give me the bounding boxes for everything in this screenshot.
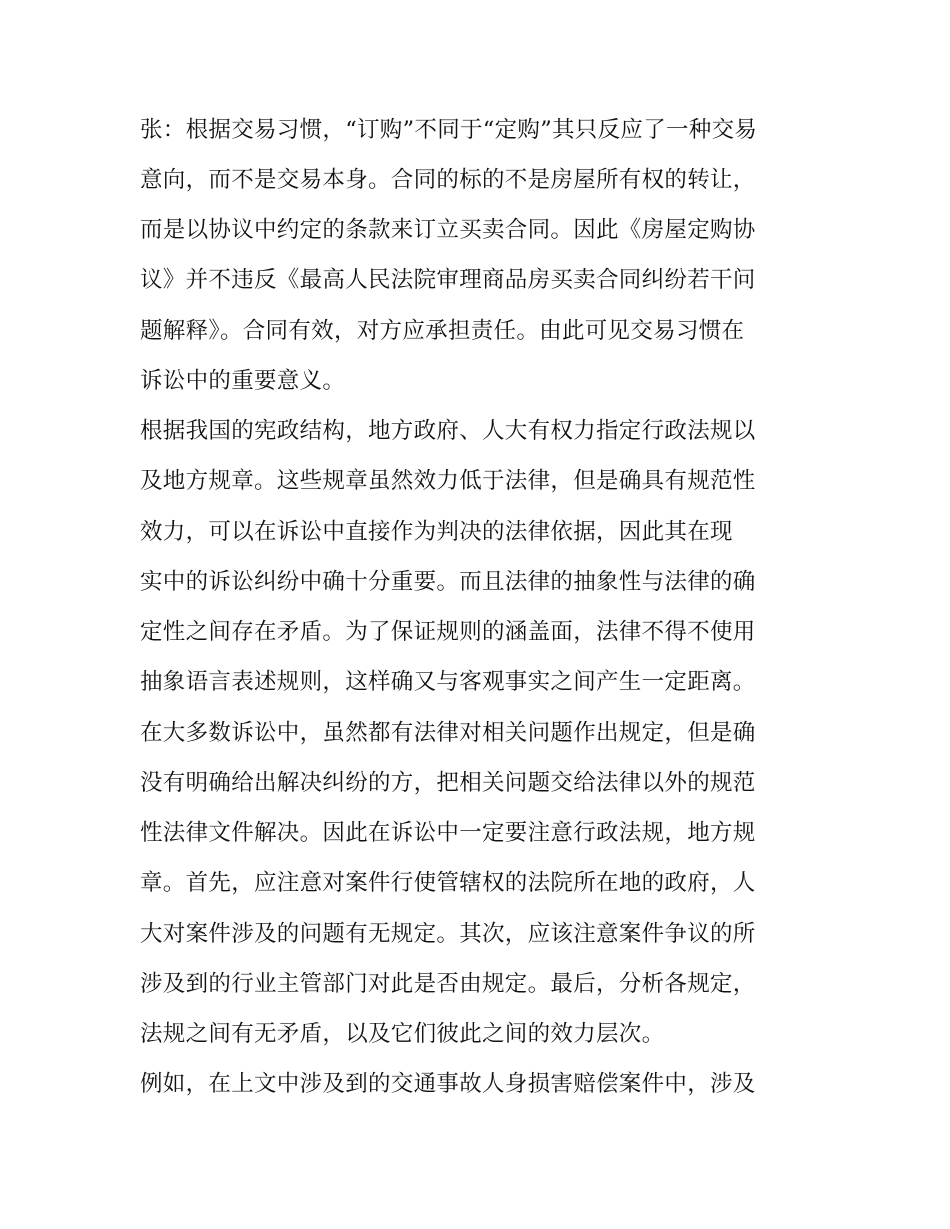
- text-line: 章。首先，应注意对案件行使管辖权的法院所在地的政府，人: [140, 870, 756, 896]
- text-line: 抽象语言表述规则，这样确又与客观事实之间产生一定距离。: [140, 669, 756, 695]
- text-line: 定性之间存在矛盾。为了保证规则的涵盖面，法律不得不使用: [140, 619, 756, 645]
- text-line: 意向，而不是交易本身。合同的标的不是房屋所有权的转让，: [140, 167, 756, 193]
- text-line: 大对案件涉及的问题有无规定。其次，应该注意案件争议的所: [140, 921, 756, 947]
- text-line: 诉讼中的重要意义。: [140, 368, 346, 394]
- text-line: 性法律文件解决。因此在诉讼中一定要注意行政法规，地方规: [140, 820, 756, 846]
- text-line: 实中的诉讼纠纷中确十分重要。而且法律的抽象性与法律的确: [140, 569, 756, 595]
- text-line: 议》并不违反《最高人民法院审理商品房买卖合同纠纷若干问: [140, 267, 756, 293]
- text-line: 而是以协议中约定的条款来订立买卖合同。因此《房屋定购协: [140, 217, 756, 243]
- text-line: 根据我国的宪政结构，地方政府、人大有权力指定行政法规以: [140, 418, 756, 444]
- text-line: 张：根据交易习惯，“订购”不同于“定购”其只反应了一种交易: [140, 117, 758, 143]
- text-line: 题解释》。合同有效，对方应承担责任。由此可见交易习惯在: [140, 318, 745, 344]
- text-line: 没有明确给出解决纠纷的方，把相关问题交给法律以外的规范: [140, 770, 756, 796]
- text-line: 法规之间有无矛盾，以及它们彼此之间的效力层次。: [140, 1021, 665, 1047]
- text-line: 效力，可以在诉讼中直接作为判决的法律依据，因此其在现: [140, 519, 733, 545]
- text-line: 涉及到的行业主管部门对此是否由规定。最后，分析各规定，: [140, 971, 756, 997]
- text-line: 及地方规章。这些规章虽然效力低于法律，但是确具有规范性: [140, 468, 756, 494]
- text-line: 例如，在上文中涉及到的交通事故人身损害赔偿案件中，涉及: [140, 1071, 756, 1097]
- text-line: 在大多数诉讼中，虽然都有法律对相关问题作出规定，但是确: [140, 720, 756, 746]
